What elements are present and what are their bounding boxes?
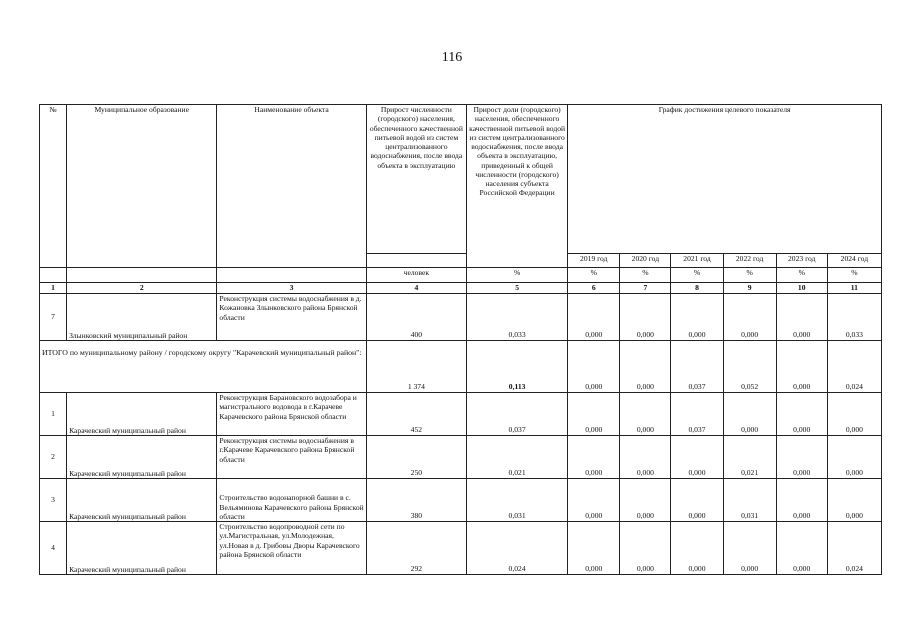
column-number: 10 [776,283,827,294]
row-value-2019: 0,000 [568,522,620,575]
row-object: Реконструкция системы водоснабжения в д. Кожановка Злынковского района Брянской области [217,294,366,341]
header-num: № [40,105,67,268]
row-value-2023: 0,000 [776,522,827,575]
total-people: 1 374 [366,341,466,393]
row-value-2020: 0,000 [620,294,671,341]
column-number: 1 [40,283,67,294]
unit-spacer [67,268,217,283]
row-value-2023: 0,000 [776,479,827,522]
total-value-2024: 0,024 [827,341,881,393]
row-share: 0,033 [466,294,567,341]
row-value-2022: 0,000 [723,522,776,575]
header-growth-share: Прирост доли (городского) населения, обеспеченного качественной питьевой водой из систем централизованного водоснабжения, после ввода объекта в эксплуатацию, приведенный к общей численности (городского) населения субъекта Российской Федерации [466,105,567,268]
row-value-2022: 0,021 [723,436,776,479]
row-value-2021: 0,000 [671,294,723,341]
table-row [40,522,882,575]
column-number: 7 [620,283,671,294]
row-number: 7 [40,294,67,341]
row-value-2022: 0,000 [723,393,776,436]
column-number: 9 [723,283,776,294]
unit-pct: % [827,268,881,283]
row-share: 0,024 [466,522,567,575]
row-share: 0,021 [466,436,567,479]
row-value-2020: 0,000 [620,479,671,522]
column-number: 2 [67,283,217,294]
row-municipality: Злынковский муниципальный район [67,294,217,341]
header-object: Наименование объекта [217,105,366,268]
row-value-2019: 0,000 [568,479,620,522]
column-number: 3 [217,283,366,294]
header-growth-people: Прирост численности (городского) населения, обеспеченного качественной питьевой водой из систем централизованного водоснабжения, после ввода объекта в эксплуатацию [366,105,466,254]
row-value-2021: 0,000 [671,522,723,575]
column-number: 5 [466,283,567,294]
row-value-2020: 0,000 [620,436,671,479]
header-municipality: Муниципальное образование [67,105,217,268]
unit-pct: % [466,268,567,283]
row-value-2020: 0,000 [620,522,671,575]
header-growth-people-cont [366,254,466,268]
unit-pct: % [568,268,620,283]
row-value-2021: 0,037 [671,393,723,436]
row-value-2019: 0,000 [568,294,620,341]
row-value-2024: 0,024 [827,522,881,575]
header-year-2019: 2019 год [568,254,620,268]
row-object: Реконструкция системы водоснабжения в г.Карачеве Карачевского района Брянской области [217,436,366,479]
row-number: 4 [40,522,67,575]
total-value-2020: 0,000 [620,341,671,393]
row-value-2021: 0,000 [671,479,723,522]
row-municipality: Карачевский муниципальный район [67,522,217,575]
total-row [40,341,882,393]
row-object: Строительство водопроводной сети по ул.Магистральная, ул.Молодежная, ул.Новая в д. Грибовы Дворы Карачевского района Брянской области [217,522,366,575]
row-number: 2 [40,436,67,479]
row-number: 1 [40,393,67,436]
row-people: 400 [366,294,466,341]
header-schedule: График достижения целевого показателя [568,105,882,254]
row-value-2024: 0,000 [827,479,881,522]
header-year-2021: 2021 год [671,254,723,268]
row-number: 3 [40,479,67,522]
row-people: 452 [366,393,466,436]
indicator-table [39,104,882,575]
table-row [40,436,882,479]
row-value-2022: 0,000 [723,294,776,341]
total-value-2022: 0,052 [723,341,776,393]
total-value-2021: 0,037 [671,341,723,393]
row-value-2024: 0,000 [827,436,881,479]
header-year-2023: 2023 год [776,254,827,268]
unit-pct: % [723,268,776,283]
unit-pct: % [671,268,723,283]
table-row [40,479,882,522]
total-value-2023: 0,000 [776,341,827,393]
row-municipality: Карачевский муниципальный район [67,479,217,522]
row-object: Строительство водонапорной башни в с. Вельяминова Карачевского района Брянской области [217,479,366,522]
row-value-2023: 0,000 [776,393,827,436]
row-municipality: Карачевский муниципальный район [67,393,217,436]
column-number: 8 [671,283,723,294]
column-number: 11 [827,283,881,294]
unit-pct: % [620,268,671,283]
row-value-2019: 0,000 [568,393,620,436]
row-value-2021: 0,000 [671,436,723,479]
row-value-2023: 0,000 [776,294,827,341]
row-share: 0,031 [466,479,567,522]
total-share: 0,113 [466,341,567,393]
row-value-2020: 0,000 [620,393,671,436]
row-share: 0,037 [466,393,567,436]
header-year-2024: 2024 год [827,254,881,268]
unit-spacer [217,268,366,283]
table-row [40,294,882,341]
header-year-2020: 2020 год [620,254,671,268]
unit-people: человек [366,268,466,283]
row-value-2019: 0,000 [568,436,620,479]
row-people: 250 [366,436,466,479]
header-year-2022: 2022 год [723,254,776,268]
row-object: Реконструкция Барановского водозабора и магистрального водовода в г.Карачеве Карачевского района Брянской области [217,393,366,436]
table-row [40,393,882,436]
page-number: 116 [441,50,463,65]
row-value-2024: 0,033 [827,294,881,341]
total-label: ИТОГО по муниципальному району / городскому округу "Карачевский муниципальный район": [40,341,367,393]
row-value-2024: 0,000 [827,393,881,436]
unit-pct: % [776,268,827,283]
row-municipality: Карачевский муниципальный район [67,436,217,479]
column-number: 6 [568,283,620,294]
column-number: 4 [366,283,466,294]
row-people: 380 [366,479,466,522]
total-value-2019: 0,000 [568,341,620,393]
row-value-2023: 0,000 [776,436,827,479]
row-people: 292 [366,522,466,575]
row-value-2022: 0,031 [723,479,776,522]
unit-spacer [40,268,67,283]
